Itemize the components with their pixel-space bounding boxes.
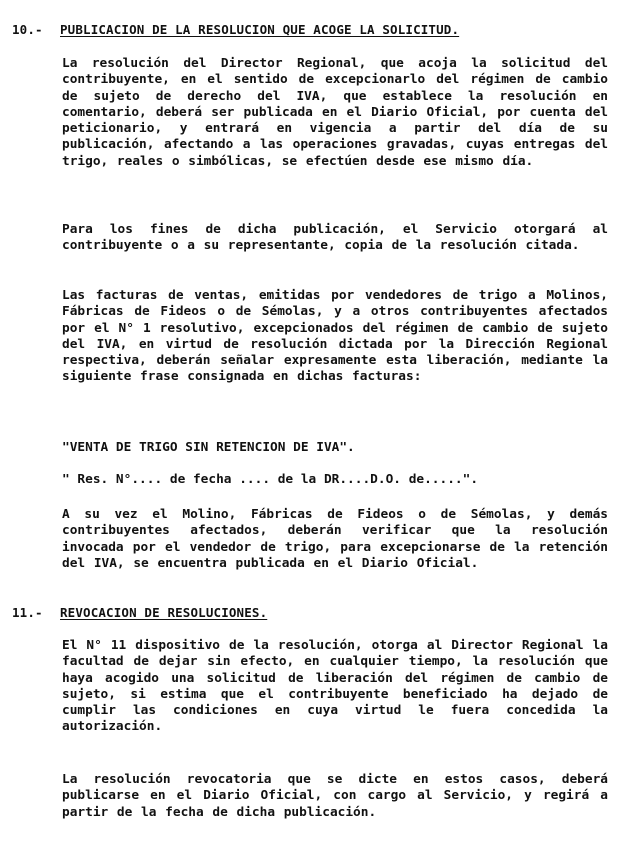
section-title: REVOCACION DE RESOLUCIONES. (60, 605, 268, 620)
section-number: 11.- (12, 605, 43, 620)
paragraph: A su vez el Molino, Fábricas de Fideos o de Sémolas, y demás contribuyentes afectados, deberán verificar que la resolución invocada por el vendedor de trigo, para excepcionarse de la retención del IVA, se encuentra publicada en el Diario Oficial. (62, 507, 608, 571)
section-11-heading (12, 605, 267, 620)
section-10-heading (12, 22, 459, 37)
paragraph: El N° 11 dispositivo de la resolución, otorga al Director Regional la facultad de dejar sin efecto, en cualquier tiempo, la resolución que haya acogido una solicitud de liberación del régimen de cambio de sujeto, si estima que el contribuyente beneficiado ha dejado de cumplir las condiciones en cuya virtud le fuera concedida la autorización. (62, 638, 608, 735)
paragraph: Para los fines de dicha publicación, el Servicio otorgará al contribuyente o a su representante, copia de la resolución citada. (62, 222, 608, 254)
paragraph: La resolución revocatoria que se dicte en estos casos, deberá publicarse en el Diario Oficial, con cargo al Servicio, y regirá a partir de la fecha de dicha publicación. (62, 772, 608, 820)
paragraph: La resolución del Director Regional, que acoja la solicitud del contribuyente, en el sentido de excepcionarlo del régimen de cambio de sujeto de derecho del IVA, que establece la resolución en comentario, deberá ser publicada en el Diario Oficial, por cuenta del peticionario, y entrará en vigencia a partir del día de su publicación, afectando a las operaciones gravadas, cuyas entregas del trigo, reales o simbólicas, se efectúen desde ese mismo día. (62, 56, 608, 169)
quoted-phrase: "VENTA DE TRIGO SIN RETENCION DE IVA". (62, 440, 355, 455)
resolution-reference-template: " Res. N°.... de fecha .... de la DR....D.O. de.....". (62, 472, 479, 487)
paragraph: Las facturas de ventas, emitidas por vendedores de trigo a Molinos, Fábricas de Fideos o de Sémolas, y a otros contribuyentes afectados por el N° 1 resolutivo, excepcionados del régimen de cambio de sujeto del IVA, en virtud de resolución dictada por la Dirección Regional respectiva, deberán señalar expresamente esta liberación, mediante la siguiente frase consignada en dichas facturas: (62, 288, 608, 385)
section-number: 10.- (12, 22, 43, 37)
section-title: PUBLICACION DE LA RESOLUCION QUE ACOGE LA SOLICITUD. (60, 22, 460, 37)
